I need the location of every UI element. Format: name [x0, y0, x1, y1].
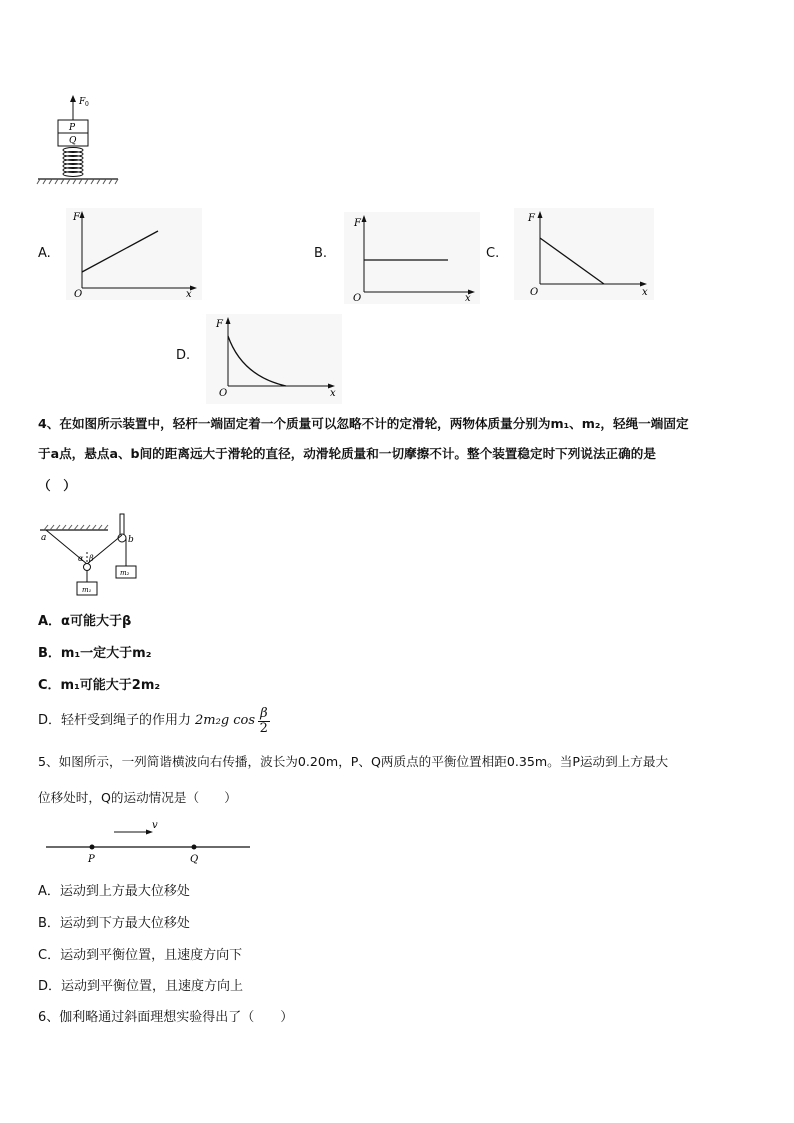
graph-d — [206, 314, 342, 404]
wave-fig-v: v — [152, 820, 158, 831]
q4-option-d-math: 2m₂g cos — [195, 713, 256, 728]
q5-text-line1: 5、如图所示，一列简谐横波向右传播，波长为0.20m，P、Q两质点的平衡位置相距0.35m。当P运动到上方最大 — [38, 754, 669, 769]
pulley-fig-beta: β — [89, 554, 94, 563]
block-p-label: P — [69, 123, 76, 133]
graph-a-x-label: x — [186, 289, 192, 300]
graph-c-x-label: x — [642, 287, 648, 298]
wave-figure — [44, 816, 254, 868]
q4-option-d — [38, 704, 270, 738]
graph-b-y-label: F — [354, 218, 361, 229]
graph-d-origin: O — [219, 388, 228, 399]
graph-c-y-label: F — [528, 213, 535, 224]
graph-d-y-label: F — [216, 319, 223, 330]
q4-option-c: C．m₁可能大于2m₂ — [38, 678, 161, 693]
pulley-fig-a: a — [41, 533, 47, 543]
q4-option-d-den: 2 — [259, 720, 268, 736]
q4-text-line1: 4、在如图所示装置中，轻杆一端固定着一个质量可以忽略不计的定滑轮，两物体质量分别为m₁、m₂，轻绳一端固定 — [38, 416, 689, 431]
q4-option-d-prefix: D．轻杆受到绳子的作用力 — [38, 713, 192, 728]
wave-fig-q: Q — [190, 854, 199, 865]
graph-a-origin: O — [74, 289, 83, 300]
pulley-fig-alpha: α — [78, 554, 84, 563]
wave-fig-p: P — [88, 854, 95, 865]
spring-coil — [63, 148, 83, 177]
graph-a-y-label: F — [73, 212, 80, 223]
pulley-fig-b: b — [128, 535, 134, 545]
graph-a — [66, 208, 202, 300]
graph-b-option: B. — [314, 246, 328, 261]
q5-option-b: B．运动到下方最大位移处 — [38, 916, 190, 931]
q5-option-d: D．运动到平衡位置，且速度方向上 — [38, 979, 244, 994]
graph-d-x-label: x — [330, 388, 336, 399]
q5-text-line2: 位移处时，Q的运动情况是（ ） — [38, 790, 237, 805]
graph-a-option: A. — [38, 246, 51, 261]
pulley-fig-m2: m₂ — [120, 569, 130, 577]
q4-text-line2: 于a点，悬点a、b间的距离远大于滑轮的直径，动滑轮质量和一切摩擦不计。整个装置稳定时下列说法正确的是 — [38, 446, 656, 461]
block-q-label: Q — [69, 136, 77, 146]
spring-block-figure — [36, 92, 126, 187]
q4-option-a: A．α可能大于β — [38, 614, 132, 629]
graph-b — [344, 212, 480, 304]
force-label: F — [79, 97, 86, 107]
graph-b-x-label: x — [465, 293, 471, 304]
graph-c-option: C. — [486, 246, 500, 261]
q6-text-line1: 6、伽利略通过斜面理想实验得出了（ ） — [38, 1010, 294, 1025]
force-sub: 0 — [85, 101, 89, 108]
pulley-figure — [38, 512, 148, 598]
q4-option-d-num: β — [260, 705, 268, 721]
graph-c-origin: O — [530, 287, 539, 298]
pulley-fig-m1: m₁ — [82, 586, 92, 594]
graph-d-option: D. — [176, 348, 191, 363]
q4-option-d-fraction — [258, 707, 270, 736]
graph-c — [514, 208, 654, 300]
q5-option-a: A．运动到上方最大位移处 — [38, 884, 190, 899]
graph-b-origin: O — [353, 293, 362, 304]
q4-text-line3: （ ） — [38, 478, 76, 493]
q5-option-c: C．运动到平衡位置，且速度方向下 — [38, 948, 243, 963]
q4-option-b: B．m₁一定大于m₂ — [38, 646, 152, 661]
ground-hatching — [37, 179, 118, 184]
